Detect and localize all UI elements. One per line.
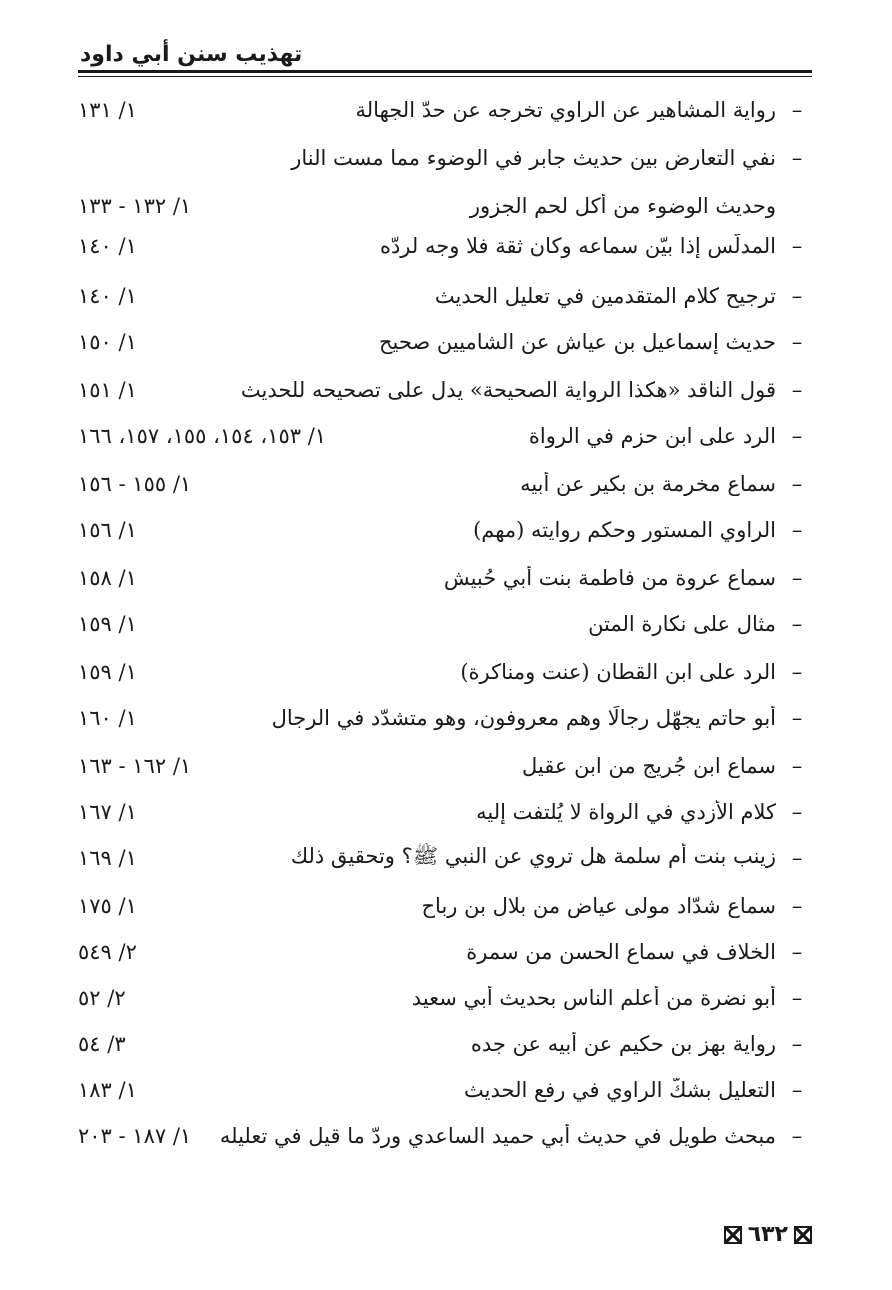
- entry-dash: –: [791, 330, 803, 354]
- ornament-icon: [794, 1226, 812, 1244]
- index-entry: [78, 134, 812, 182]
- entry-text: الخلاف في سماع الحسن من سمرة: [466, 940, 776, 964]
- entry-dash: –: [791, 1032, 803, 1056]
- entry-dash: –: [791, 234, 803, 258]
- entry-reference: ١/ ١٤٠: [78, 234, 137, 258]
- entry-dash: –: [791, 518, 803, 542]
- entry-text: وحديث الوضوء من أكل لحم الجزور: [469, 194, 776, 218]
- entry-dash: –: [791, 472, 803, 496]
- entry-text: مثال على نكارة المتن: [588, 612, 776, 636]
- entry-text: الرد على ابن القطان (عنت ومناكرة): [460, 660, 776, 684]
- entry-text: سماع مخرمة بن بكير عن أبيه: [520, 472, 776, 496]
- entry-dash: –: [791, 378, 803, 402]
- entry-reference: ٢/ ٥٢: [78, 986, 126, 1010]
- index-entry: [78, 460, 812, 508]
- index-entry: [78, 974, 812, 1022]
- entry-text: التعليل بشكّ الراوي في رفع الحديث: [464, 1078, 776, 1102]
- entry-dash: –: [791, 660, 803, 684]
- index-entry: [78, 1066, 812, 1114]
- entry-reference: ٣/ ٥٤: [78, 1032, 126, 1056]
- entry-text: كلام الأزدي في الرواة لا يُلتفت إليه: [476, 800, 776, 824]
- entry-text: زينب بنت أم سلمة هل تروي عن النبي ﷺ؟ وتحقيق ذلك: [290, 843, 776, 868]
- entry-dash: –: [791, 98, 803, 122]
- index-entry: [78, 882, 812, 930]
- entry-reference: ١/ ١٥٥ - ١٥٦: [78, 472, 192, 496]
- index-entry: [78, 506, 812, 554]
- index-entry: [78, 694, 812, 742]
- index-entry: [78, 1020, 812, 1068]
- entry-dash: –: [791, 284, 803, 308]
- index-entry: [78, 412, 812, 460]
- entry-reference: ١/ ١٥٠: [78, 330, 137, 354]
- entry-reference: ١/ ١٨٣: [78, 1078, 137, 1102]
- entry-reference: ١/ ١٧٥: [78, 894, 137, 918]
- entry-reference: ٢/ ٥٤٩: [78, 940, 137, 964]
- entry-text: مبحث طويل في حديث أبي حميد الساعدي وردّ ما قيل في تعليله: [219, 1124, 776, 1148]
- entry-dash: –: [791, 846, 803, 870]
- index-entry: [78, 366, 812, 414]
- entry-reference: ١/ ١٨٧ - ٢٠٣: [78, 1124, 192, 1148]
- index-entry: [78, 222, 812, 270]
- entry-dash: –: [791, 424, 803, 448]
- entry-text: سماع شدّاد مولى عياض من بلال بن رباح: [421, 894, 776, 918]
- entry-text: سماع ابن جُريج من ابن عقيل: [522, 754, 776, 778]
- entry-dash: –: [791, 986, 803, 1010]
- page-footer: [724, 1222, 812, 1247]
- entry-text: أبو حاتم يجهّل رجالًا وهم معروفون، وهو متشدّد في الرجال: [271, 706, 776, 730]
- entry-reference: ١/ ١٤٠: [78, 284, 137, 308]
- entry-text: رواية بهز بن حكيم عن أبيه عن جده: [470, 1032, 776, 1056]
- entry-dash: –: [791, 894, 803, 918]
- entry-dash: –: [791, 1078, 803, 1102]
- index-entry: [78, 928, 812, 976]
- entry-text: ترجيح كلام المتقدمين في تعليل الحديث: [434, 284, 776, 308]
- index-entry: [78, 788, 812, 836]
- entry-text: سماع عروة من فاطمة بنت أبي حُبيش: [443, 566, 776, 590]
- entry-text: أبو نضرة من أعلم الناس بحديث أبي سعيد: [411, 986, 776, 1010]
- entry-reference: ١/ ١٦٢ - ١٦٣: [78, 754, 192, 778]
- entry-text: الراوي المستور وحكم روايته (مهم): [473, 518, 776, 542]
- index-entry: [78, 272, 812, 320]
- index-entry: [78, 742, 812, 790]
- entry-reference: ١/ ١٥١: [78, 378, 137, 402]
- entry-dash: –: [791, 146, 803, 170]
- entry-dash: –: [791, 612, 803, 636]
- entry-reference: ١/ ١٥٣، ١٥٤، ١٥٥، ١٥٧، ١٦٦: [78, 424, 327, 448]
- entry-dash: –: [791, 800, 803, 824]
- entry-text: رواية المشاهير عن الراوي تخرجه عن حدّ الجهالة: [355, 98, 776, 122]
- ornament-icon: [724, 1226, 742, 1244]
- entry-dash: –: [791, 940, 803, 964]
- entry-reference: ١/ ١٥٨: [78, 566, 137, 590]
- index-entry: [78, 86, 812, 134]
- entry-reference: ١/ ١٦٧: [78, 800, 137, 824]
- entry-text: الرد على ابن حزم في الرواة: [528, 424, 776, 448]
- entry-text: حديث إسماعيل بن عياش عن الشاميين صحيح: [378, 330, 776, 354]
- index-entry: [78, 834, 812, 882]
- entry-reference: ١/ ١٥٩: [78, 612, 137, 636]
- index-entry: [78, 600, 812, 648]
- index-entry: [78, 318, 812, 366]
- entry-dash: –: [791, 566, 803, 590]
- index-entry: [78, 554, 812, 602]
- entry-reference: ١/ ١٣١: [78, 98, 137, 122]
- entry-reference: ١/ ١٦٠: [78, 706, 137, 730]
- entry-text: المدلّس إذا بيّن سماعه وكان ثقة فلا وجه لردّه: [379, 234, 776, 258]
- entry-reference: ١/ ١٦٩: [78, 846, 137, 870]
- index-entry: [78, 648, 812, 696]
- index-entry: [78, 1112, 812, 1160]
- page-number: ٦٣٢: [747, 1222, 788, 1247]
- entry-dash: –: [791, 754, 803, 778]
- entry-text: قول الناقد «هكذا الرواية الصحيحة» يدل على تصحيحه للحديث: [240, 378, 776, 402]
- book-title: تهذيب سنن أبي داود: [80, 42, 303, 67]
- entry-reference: ١/ ١٣٢ - ١٣٣: [78, 194, 192, 218]
- entry-dash: –: [791, 1124, 803, 1148]
- entry-text: نفي التعارض بين حديث جابر في الوضوء مما مست النار: [291, 146, 776, 170]
- entry-reference: ١/ ١٥٦: [78, 518, 137, 542]
- entry-reference: ١/ ١٥٩: [78, 660, 137, 684]
- entry-dash: –: [791, 706, 803, 730]
